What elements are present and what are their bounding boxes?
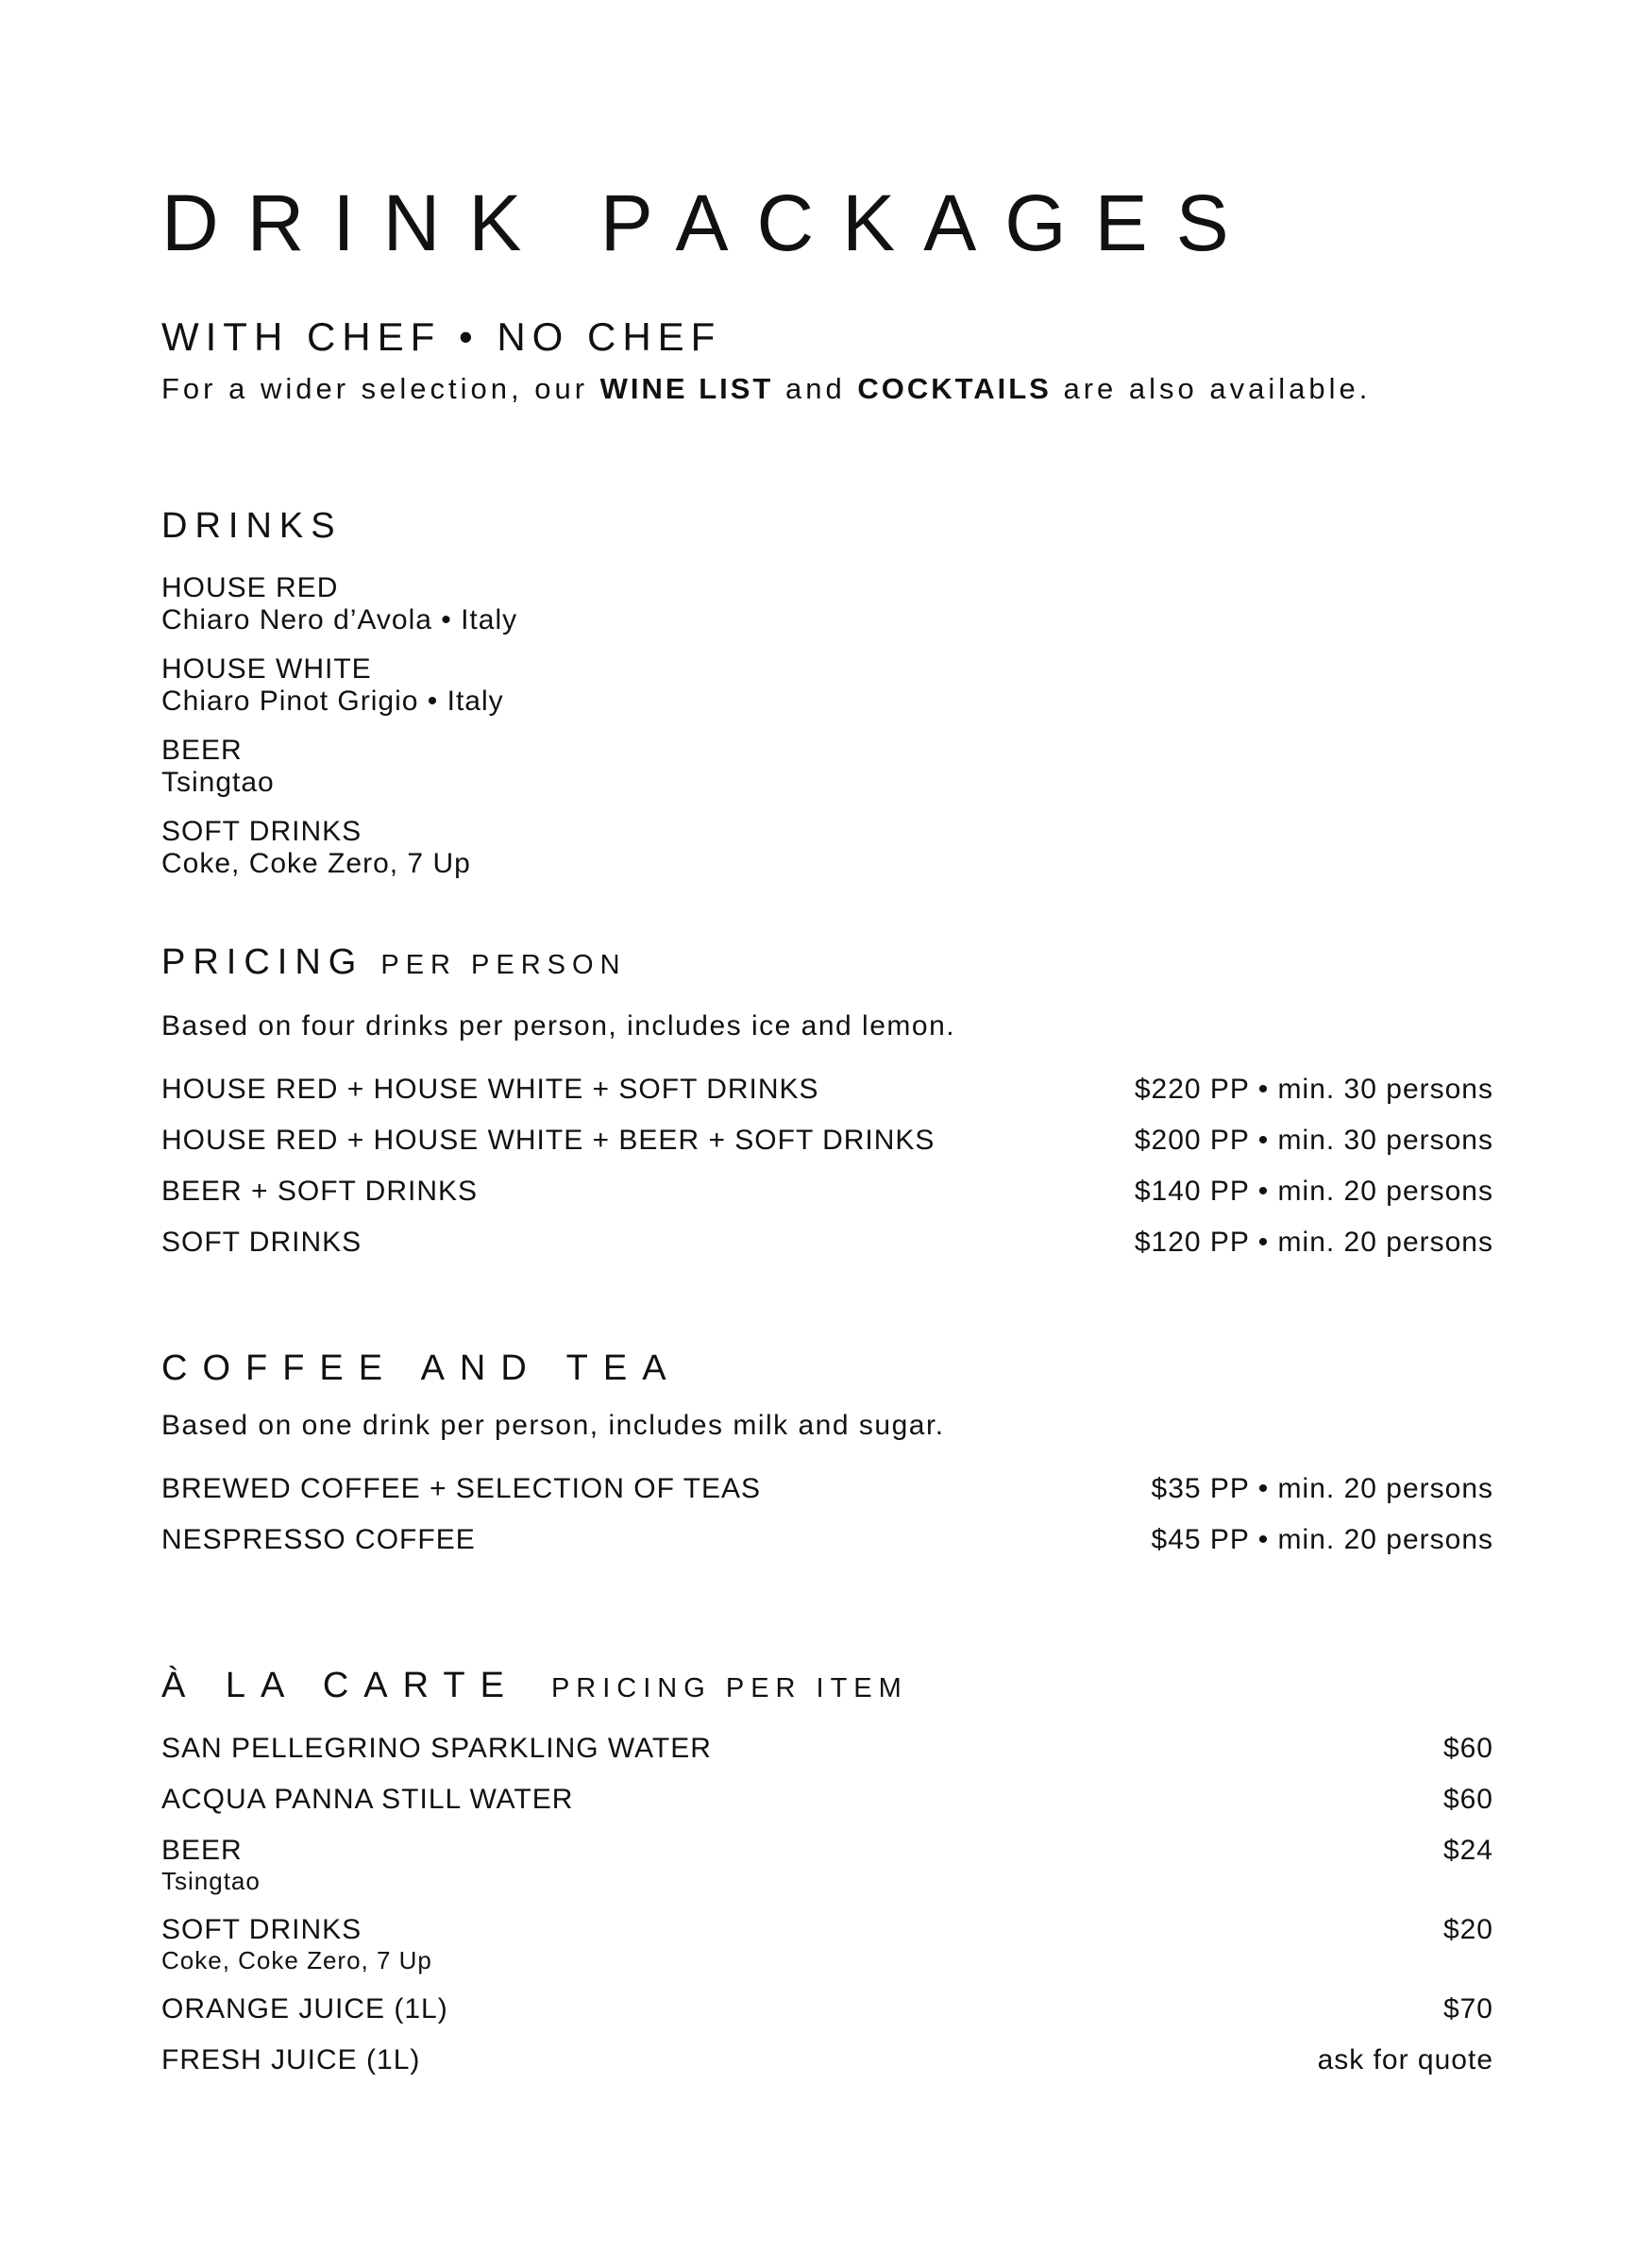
pricing-row-name: HOUSE RED + HOUSE WHITE + BEER + SOFT DRINKS — [161, 1125, 936, 1156]
intro-post: are also available. — [1051, 372, 1372, 405]
drink-item — [161, 735, 1493, 799]
drink-item-name: BEER — [161, 735, 243, 766]
alacarte-row-price: $70 — [1442, 1993, 1493, 2024]
drink-item-name: HOUSE WHITE — [161, 653, 372, 685]
alacarte-row-price: $24 — [1442, 1835, 1493, 1866]
drink-item-desc: Tsingtao — [161, 767, 275, 798]
page-title: DRINK PACKAGES — [161, 178, 1257, 267]
drink-item — [161, 572, 1493, 636]
coffee-row — [161, 1473, 1493, 1505]
pricing-row — [161, 1227, 1493, 1259]
alacarte-row-desc: Tsingtao — [161, 1867, 261, 1895]
alacarte-row — [161, 2044, 1493, 2076]
drink-item-desc: Chiaro Pinot Grigio • Italy — [161, 686, 504, 717]
coffee-row-name: NESPRESSO COFFEE — [161, 1524, 476, 1555]
coffee-note: Based on one drink per person, includes milk and sugar. — [161, 1410, 945, 1441]
alacarte-heading-sub: PRICING PER ITEM — [550, 1673, 908, 1703]
alacarte-row-desc: Coke, Coke Zero, 7 Up — [161, 1946, 432, 1974]
drink-item — [161, 816, 1493, 880]
pricing-row-price: $200 PP • min. 30 persons — [1134, 1125, 1493, 1156]
intro-pre: For a wider selection, our — [161, 372, 600, 405]
drink-item-name: SOFT DRINKS — [161, 816, 362, 847]
wine-list-link: WINE LIST — [599, 372, 774, 405]
alacarte-row — [161, 1784, 1493, 1816]
pricing-heading-main: PRICING — [161, 942, 364, 982]
pricing-row-price: $140 PP • min. 20 persons — [1134, 1176, 1493, 1207]
alacarte-row-name: ORANGE JUICE (1L) — [161, 1993, 448, 2024]
alacarte-row — [161, 1914, 1493, 1974]
page-subtitle: WITH CHEF • NO CHEF — [161, 314, 722, 359]
pricing-section — [161, 940, 1493, 1259]
coffee-row-price: $45 PP • min. 20 persons — [1151, 1524, 1493, 1555]
alacarte-row-label — [161, 1835, 261, 1895]
drink-item — [161, 653, 1493, 718]
alacarte-row-name: SOFT DRINKS — [161, 1914, 362, 1945]
coffee-row-price: $35 PP • min. 20 persons — [1151, 1473, 1493, 1504]
pricing-heading-sub: PER PERSON — [380, 950, 627, 980]
coffee-row-name: BREWED COFFEE + SELECTION OF TEAS — [161, 1473, 762, 1504]
alacarte-heading-main: À LA CARTE — [161, 1666, 519, 1705]
alacarte-row-price: $60 — [1442, 1784, 1493, 1815]
cocktails-link: COCKTAILS — [857, 372, 1052, 405]
alacarte-row-name: FRESH JUICE (1L) — [161, 2044, 421, 2075]
pricing-row — [161, 1074, 1493, 1106]
pricing-row — [161, 1176, 1493, 1208]
alacarte-row-price: $20 — [1442, 1914, 1493, 1945]
alacarte-row-price: ask for quote — [1317, 2044, 1493, 2075]
alacarte-row — [161, 1993, 1493, 2025]
alacarte-row — [161, 1733, 1493, 1765]
pricing-row — [161, 1125, 1493, 1157]
drinks-heading: DRINKS — [161, 506, 343, 546]
drinks-section — [161, 504, 1493, 897]
coffee-section — [161, 1347, 1493, 1556]
pricing-row-price: $120 PP • min. 20 persons — [1134, 1227, 1493, 1258]
alacarte-row-name: ACQUA PANNA STILL WATER — [161, 1784, 574, 1815]
alacarte-heading — [161, 1664, 1493, 1710]
pricing-row-name: SOFT DRINKS — [161, 1227, 362, 1258]
coffee-row — [161, 1524, 1493, 1556]
alacarte-row-price: $60 — [1442, 1733, 1493, 1764]
drink-item-desc: Coke, Coke Zero, 7 Up — [161, 848, 471, 879]
alacarte-row-name: SAN PELLEGRINO SPARKLING WATER — [161, 1733, 712, 1764]
alacarte-row-label — [161, 1914, 432, 1974]
intro-mid: and — [773, 372, 858, 405]
pricing-row-name: HOUSE RED + HOUSE WHITE + SOFT DRINKS — [161, 1074, 819, 1105]
coffee-heading: COFFEE AND TEA — [161, 1348, 682, 1388]
intro-text — [161, 370, 1371, 408]
alacarte-row-name: BEER — [161, 1835, 243, 1866]
pricing-row-name: BEER + SOFT DRINKS — [161, 1176, 479, 1207]
pricing-heading — [161, 940, 1493, 987]
drink-item-name: HOUSE RED — [161, 572, 339, 603]
pricing-row-price: $220 PP • min. 30 persons — [1134, 1074, 1493, 1105]
pricing-note: Based on four drinks per person, includes ice and lemon. — [161, 1010, 956, 1042]
alacarte-section — [161, 1664, 1493, 2076]
alacarte-row — [161, 1835, 1493, 1895]
drink-item-desc: Chiaro Nero d’Avola • Italy — [161, 604, 518, 635]
